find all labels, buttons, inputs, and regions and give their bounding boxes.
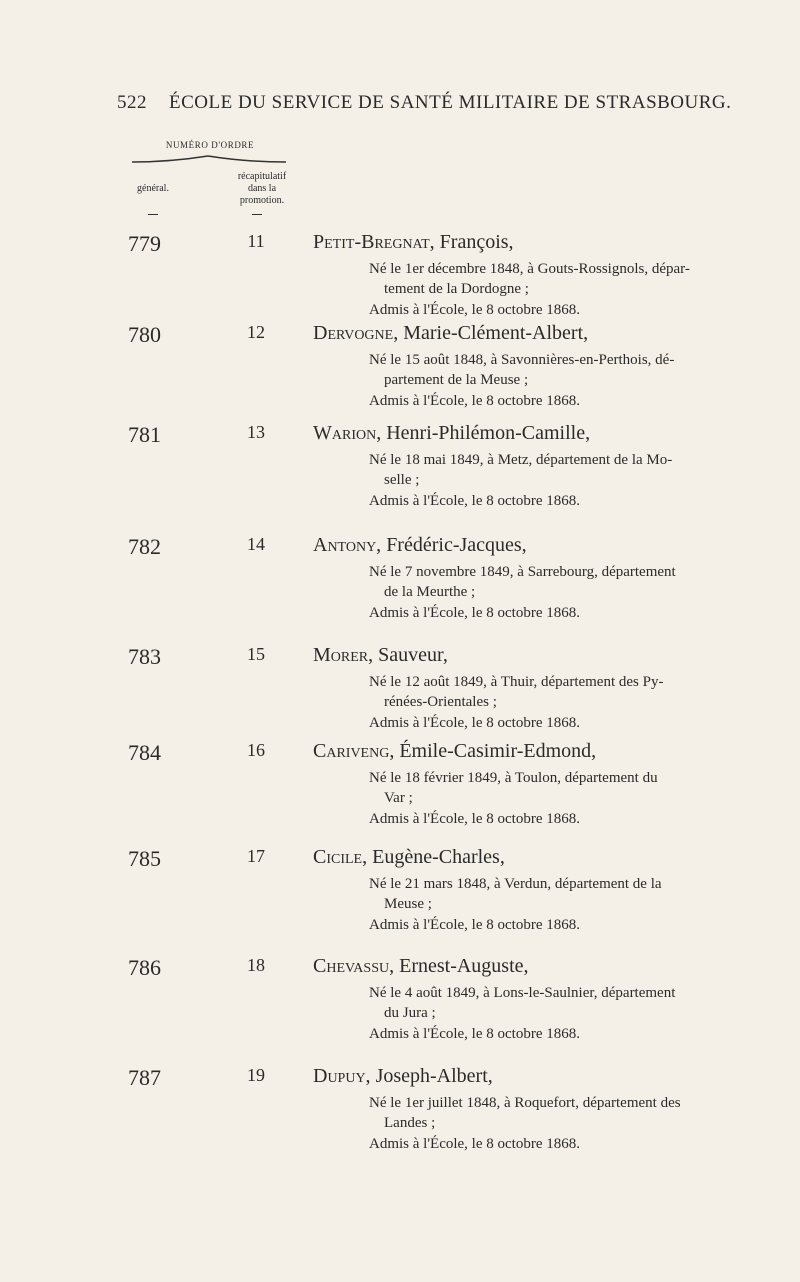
entry-birth-line1: Né le 12 août 1849, à Thuir, département des Py- [369,674,664,690]
column-promotion-label [220,171,304,207]
entry-general-number: 780 [128,322,161,347]
entry-promotion-number: 13 [247,422,265,442]
entry-given-names: Marie-Clément-Albert, [398,322,589,344]
entry-given-names: Ernest-Auguste, [394,955,529,977]
column-brace [130,153,288,163]
entry-promotion-number: 18 [247,955,265,975]
entry-birth-line1: Né le 7 novembre 1849, à Sarrebourg, département [369,564,676,580]
entry-birth-line1: Né le 18 février 1849, à Toulon, département du [369,770,658,786]
entry-surname: Petit-Bregnat, [313,231,435,253]
entry-birth-line2: rénées-Orientales ; [384,694,497,710]
entry-surname: Cariveng, [313,740,395,762]
entry-surname: Dupuy, [313,1065,371,1087]
entry-name [313,231,514,254]
column-promotion-line1: récapitulatif [237,171,287,182]
entry-birth-line1: Né le 18 mai 1849, à Metz, département de la Mo- [369,452,673,468]
entry-given-names: Sauveur, [373,644,448,666]
entry-name [313,846,505,869]
entry-general-number: 783 [128,644,161,669]
entry-general-number: 782 [128,534,161,559]
column-general-label: général. [137,183,169,194]
entry-birth-line2: partement de la Meuse ; [384,372,529,388]
entry-birth-line2: selle ; [384,472,420,488]
page-title: ÉCOLE DU SERVICE DE SANTÉ MILITAIRE DE STRASBOURG. [169,92,732,113]
entry-admission: Admis à l'École, le 8 octobre 1868. [369,493,580,509]
entry-surname: Cicile, [313,846,368,868]
entry-birth-line1: Né le 15 août 1848, à Savonnières-en-Perthois, dé- [369,352,675,368]
entry-admission: Admis à l'École, le 8 octobre 1868. [369,811,580,827]
entry-given-names: Henri-Philémon-Camille, [381,422,591,444]
entry-admission: Admis à l'École, le 8 octobre 1868. [369,393,580,409]
entry-promotion-number: 12 [247,322,265,342]
entry-surname: Chevassu, [313,955,395,977]
entry-name [313,534,527,557]
entry-promotion-number: 11 [247,231,265,251]
entry-birth-line2: tement de la Dordogne ; [384,281,529,297]
entry-birth-line2: de la Meurthe ; [384,584,476,600]
entry-promotion-number: 19 [247,1065,265,1085]
column-promotion-line3: promotion. [239,195,285,206]
entry-birth-line1: Né le 1er décembre 1848, à Gouts-Rossignols, dépar- [369,261,690,277]
entry-name [313,1065,493,1088]
entry-promotion-number: 14 [247,534,265,554]
entry-birth-line2: Meuse ; [384,896,432,912]
entry-given-names: Joseph-Albert, [370,1065,493,1087]
page-number: 522 [117,92,147,113]
entry-birth-line1: Né le 4 août 1849, à Lons-le-Saulnier, département [369,985,676,1001]
entry-birth-line1: Né le 1er juillet 1848, à Roquefort, département des [369,1095,681,1111]
entry-admission: Admis à l'École, le 8 octobre 1868. [369,605,580,621]
entry-admission: Admis à l'École, le 8 octobre 1868. [369,1136,580,1152]
entry-name [313,740,596,763]
entry-general-number: 784 [128,740,161,765]
entry-promotion-number: 15 [247,644,265,664]
entry-admission: Admis à l'École, le 8 octobre 1868. [369,715,580,731]
entry-name [313,644,448,667]
entry-general-number: 785 [128,846,161,871]
entry-name [313,955,529,978]
entry-given-names: François, [434,231,514,253]
entry-birth-line2: Var ; [384,790,413,806]
entry-surname: Dervogne, [313,322,399,344]
entry-surname: Antony, [313,534,382,556]
column-promotion-line2: dans la [247,183,277,194]
entry-admission: Admis à l'École, le 8 octobre 1868. [369,302,580,318]
column-dash-general [148,214,158,215]
entry-surname: Morer, [313,644,374,666]
entry-name [313,322,588,345]
entry-given-names: Émile-Casimir-Edmond, [394,740,597,762]
entry-general-number: 786 [128,955,161,980]
entry-promotion-number: 16 [247,740,265,760]
entry-given-names: Frédéric-Jacques, [381,534,527,556]
entry-surname: Warion, [313,422,382,444]
entry-birth-line1: Né le 21 mars 1848, à Verdun, département de la [369,876,662,892]
entry-promotion-number: 17 [247,846,265,866]
entry-general-number: 779 [128,231,161,256]
entry-birth-line2: Landes ; [384,1115,436,1131]
entry-birth-line2: du Jura ; [384,1005,436,1021]
entry-general-number: 781 [128,422,161,447]
entry-admission: Admis à l'École, le 8 octobre 1868. [369,1026,580,1042]
entry-given-names: Eugène-Charles, [367,846,505,868]
column-dash-promotion [252,214,262,215]
entry-admission: Admis à l'École, le 8 octobre 1868. [369,917,580,933]
entry-name [313,422,590,445]
column-title: NUMÉRO D'ORDRE [165,140,255,150]
page-header [117,92,757,114]
entry-general-number: 787 [128,1065,161,1090]
